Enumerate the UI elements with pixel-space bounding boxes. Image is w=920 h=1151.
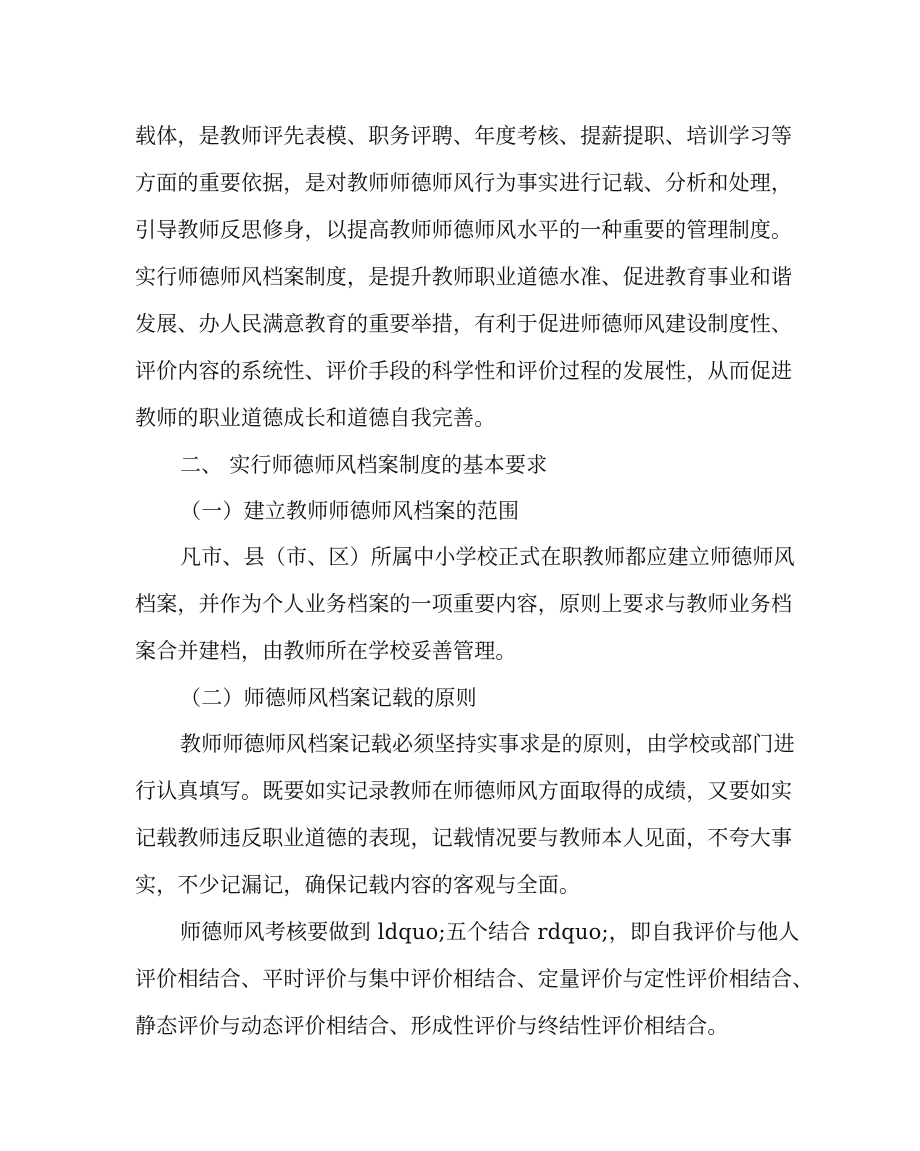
text-line: 案合并建档，由教师所在学校妥善管理。 [135, 639, 517, 663]
text-line: 档案，并作为个人业务档案的一项重要内容，原则上要求与教师业务档 [135, 592, 793, 616]
text-line: 教师的职业道德成长和道德自我完善。 [135, 406, 496, 430]
text-line: 凡市、县（市、区）所属中小学校正式在职教师都应建立师德师风 [180, 545, 795, 569]
text-line: 载体，是教师评先表模、职务评聘、年度考核、提薪提职、培训学习等 [135, 124, 793, 148]
text-line: 发展、办人民满意教育的重要举措，有利于促进师德师风建设制度性、 [135, 312, 793, 336]
text-line: 教师师德师风档案记载必须坚持实事求是的原则，由学校或部门进 [180, 732, 795, 756]
text-line: 评价内容的系统性、评价手段的科学性和评价过程的发展性，从而促进 [135, 359, 793, 383]
subsection-heading: （一）建立教师师德师风档案的范围 [180, 499, 520, 523]
text-line: 评价相结合、平时评价与集中评价相结合、定量评价与定性评价相结合、 [135, 967, 814, 991]
text-line: 记载教师违反职业道德的表现，记载情况要与教师本人见面，不夸大事 [135, 826, 793, 850]
text-line: 引导教师反思修身，以提高教师师德师风水平的一种重要的管理制度。 [135, 218, 793, 242]
text-line: 实行师德师风档案制度，是提升教师职业道德水准、促进教育事业和谐 [135, 265, 793, 289]
section-heading: 二、 实行师德师风档案制度的基本要求 [180, 453, 548, 477]
text-line: 方面的重要依据，是对教师师德师风行为事实进行记载、分析和处理， [135, 171, 793, 195]
subsection-heading: （二）师德师风档案记载的原则 [180, 686, 477, 710]
text-line: 实，不少记漏记，确保记载内容的客观与全面。 [135, 873, 581, 897]
text-line: 行认真填写。既要如实记录教师在师德师风方面取得的成绩，又要如实 [135, 779, 793, 803]
text-line: 师德师风考核要做到 ldquo;五个结合 rdquo;，即自我评价与他人 [180, 920, 800, 944]
text-line: 静态评价与动态评价相结合、形成性评价与终结性评价相结合。 [135, 1014, 729, 1038]
